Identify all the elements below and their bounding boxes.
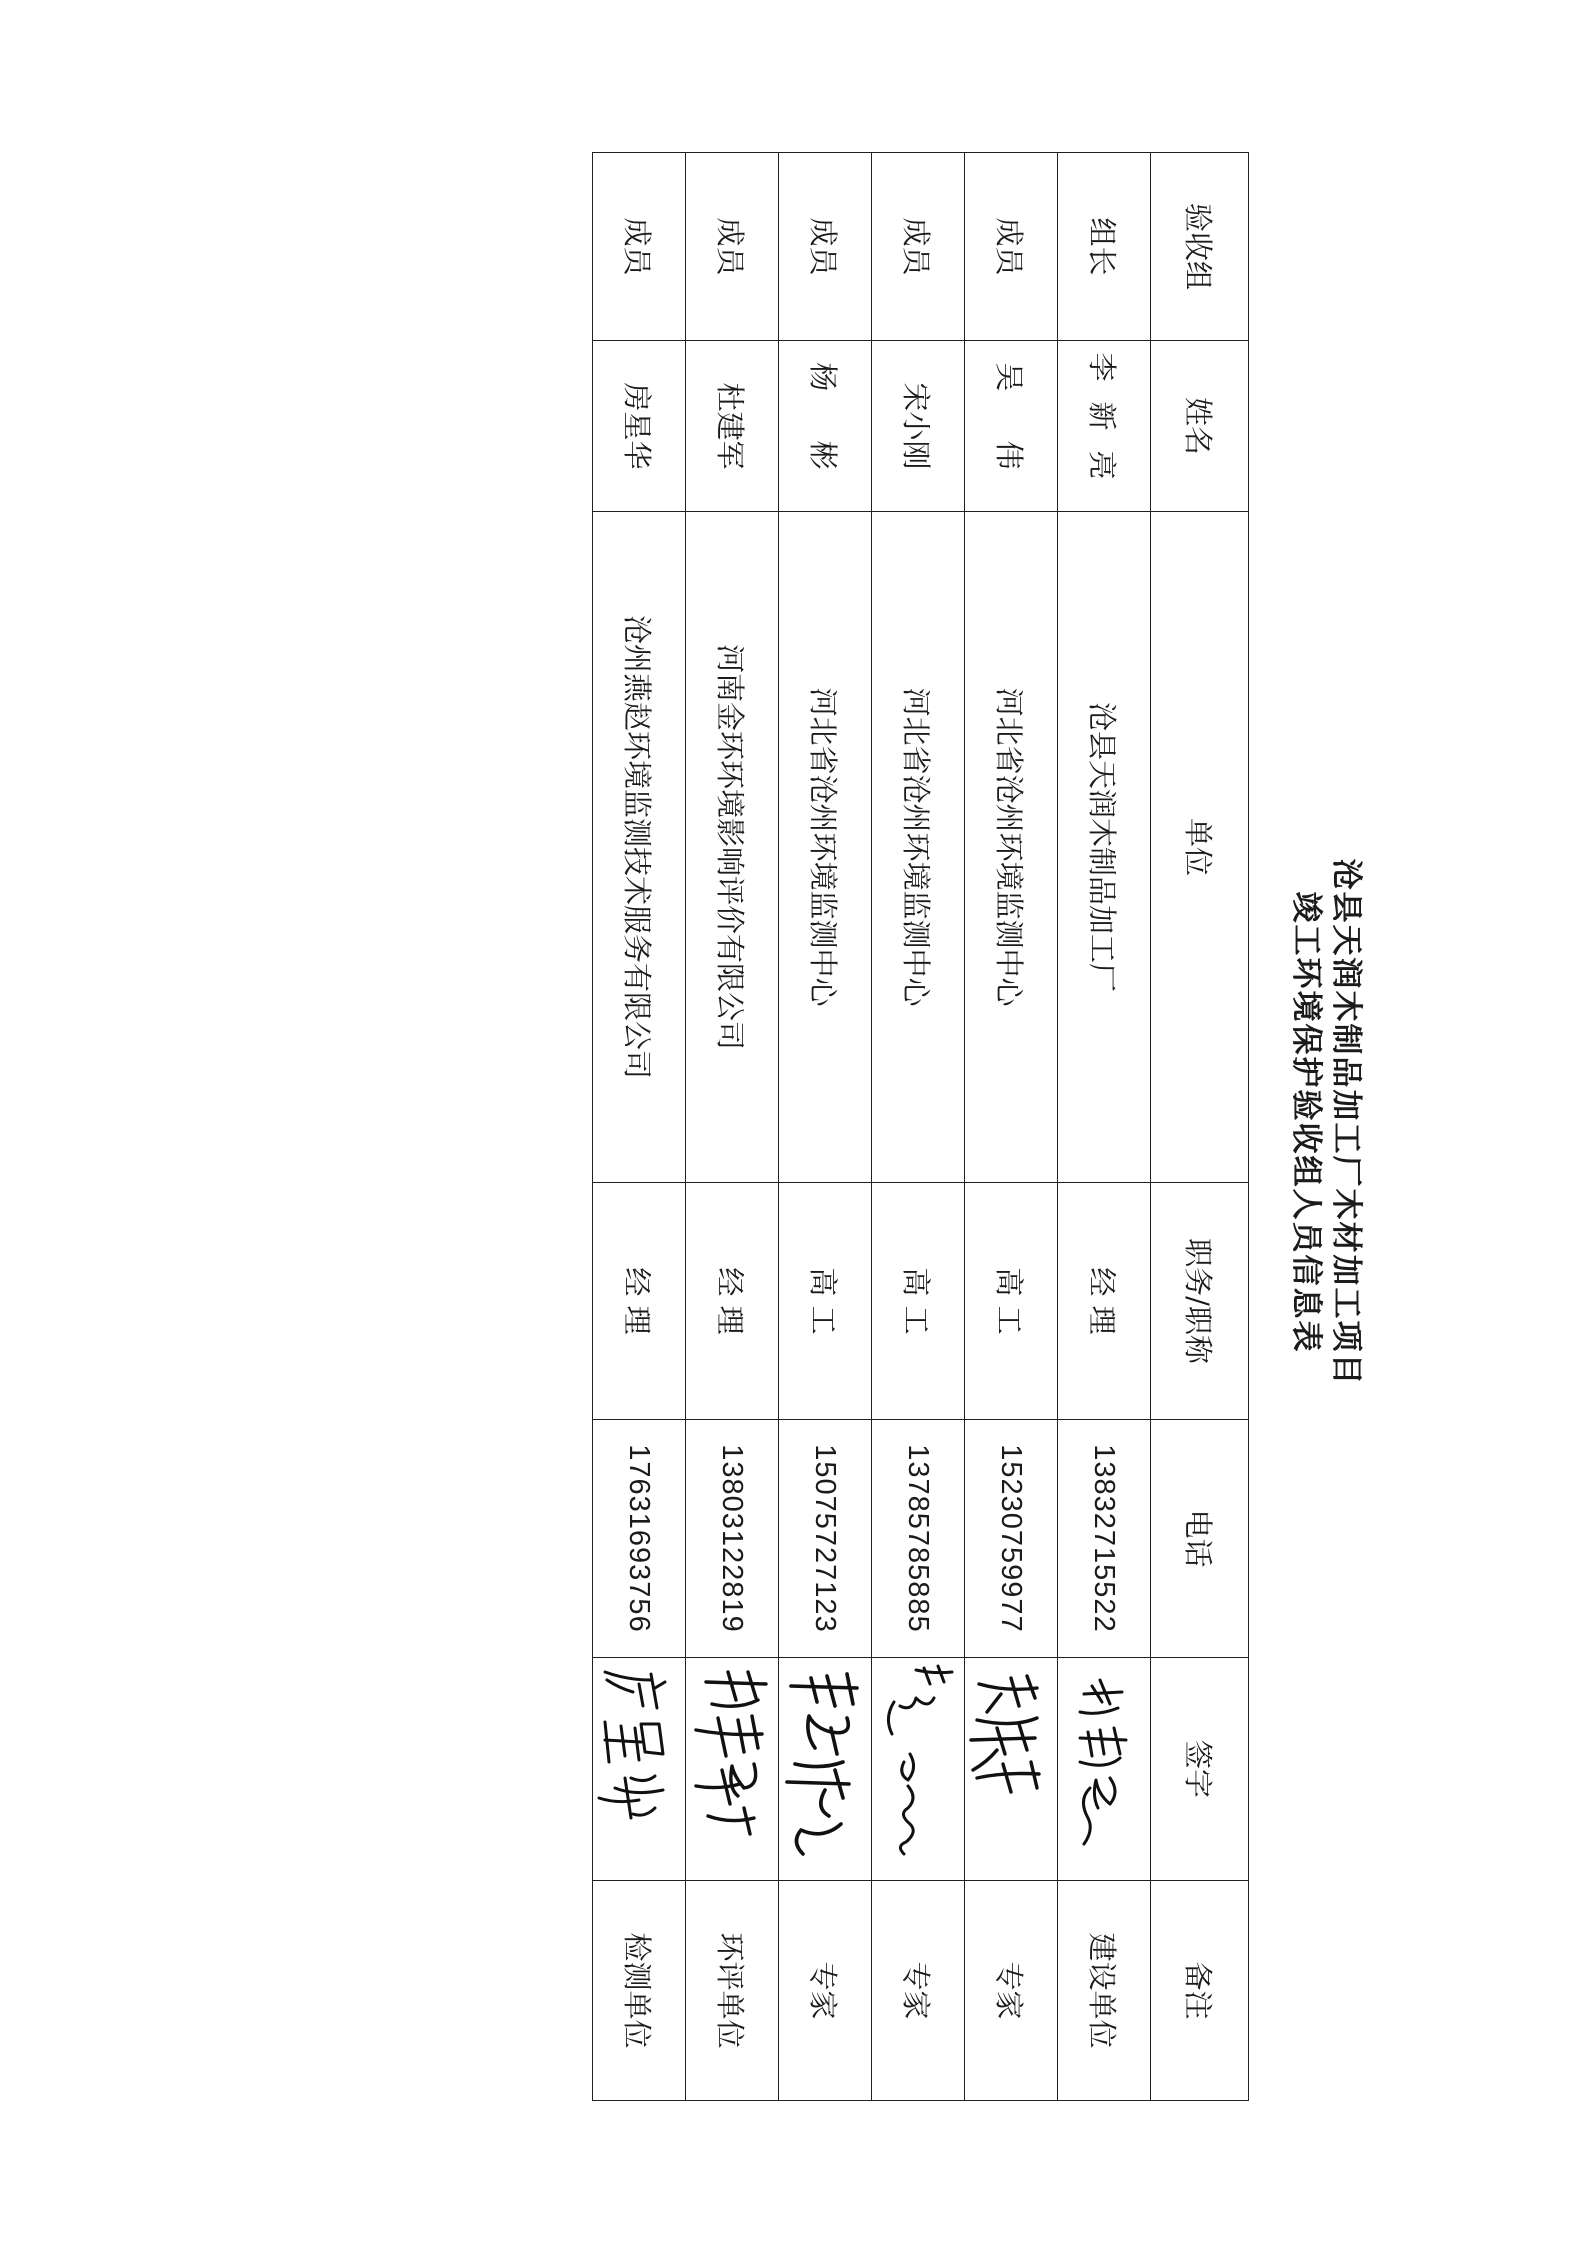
cell-org: 河南金环环境影响评价有限公司 <box>686 512 779 1183</box>
cell-role: 成员 <box>593 153 686 341</box>
cell-title: 高 工 <box>779 1183 872 1420</box>
cell-note: 建设单位 <box>1058 1881 1151 2101</box>
cell-title: 高 工 <box>965 1183 1058 1420</box>
cell-name: 宋小刚 <box>872 341 965 512</box>
cell-title: 高 工 <box>872 1183 965 1420</box>
document-subtitle: 竣工环境保护验收组人员信息表 <box>1288 891 1324 1354</box>
cell-note: 专家 <box>965 1881 1058 2101</box>
cell-title: 经 理 <box>686 1183 779 1420</box>
signature-song-xiaogang <box>872 1658 965 1881</box>
table-header-row <box>1151 153 1249 2101</box>
cell-name: 杜建军 <box>686 341 779 512</box>
signature-yang-bin <box>779 1658 872 1881</box>
cell-org: 沧州燕赵环境监测技术服务有限公司 <box>593 512 686 1183</box>
header-note: 备注 <box>1151 1881 1249 2101</box>
signature-du-jianjun <box>686 1658 779 1881</box>
cell-phone: 17631693756 <box>593 1420 686 1658</box>
table-row <box>779 153 872 2101</box>
cell-phone: 15075727123 <box>779 1420 872 1658</box>
cell-org: 河北省沧州环境监测中心 <box>965 512 1058 1183</box>
cell-phone: 15230759977 <box>965 1420 1058 1658</box>
cell-note: 检测单位 <box>593 1881 686 2101</box>
cell-note: 环评单位 <box>686 1881 779 2101</box>
header-title: 职务/职称 <box>1151 1183 1249 1420</box>
cell-note: 专家 <box>872 1881 965 2101</box>
signature-li-xinliang <box>1058 1658 1151 1881</box>
cell-role: 成员 <box>686 153 779 341</box>
cell-role: 成员 <box>965 153 1058 341</box>
table-row <box>872 153 965 2101</box>
document-title: 沧县天润木制品加工厂木材加工项目 <box>1328 858 1364 1387</box>
cell-role: 成员 <box>872 153 965 341</box>
table-row <box>686 153 779 2101</box>
cell-phone: 13785785885 <box>872 1420 965 1658</box>
cell-role: 成员 <box>779 153 872 341</box>
cell-name: 吴 伟 <box>965 341 1058 512</box>
cell-title: 经 理 <box>1058 1183 1151 1420</box>
cell-role: 组长 <box>1058 153 1151 341</box>
header-org: 单位 <box>1151 512 1249 1183</box>
cell-note: 专家 <box>779 1881 872 2101</box>
members-table <box>592 152 1249 2101</box>
signature-wu-wei <box>965 1658 1058 1881</box>
cell-name: 杨 彬 <box>779 341 872 512</box>
cell-phone: 13832715522 <box>1058 1420 1151 1658</box>
cell-name: 李新亮 <box>1058 341 1151 512</box>
header-signature: 签字 <box>1151 1658 1249 1881</box>
table-row <box>593 153 686 2101</box>
table-row <box>1058 153 1151 2101</box>
cell-phone: 13803122819 <box>686 1420 779 1658</box>
header-name: 姓名 <box>1151 341 1249 512</box>
header-phone: 电话 <box>1151 1420 1249 1658</box>
header-role: 验收组 <box>1151 153 1249 341</box>
cell-org: 沧县天润木制品加工厂 <box>1058 512 1151 1183</box>
cell-org: 河北省沧州环境监测中心 <box>872 512 965 1183</box>
cell-name: 房星华 <box>593 341 686 512</box>
signature-fang-xinghua <box>593 1658 686 1881</box>
table-row <box>965 153 1058 2101</box>
cell-org: 河北省沧州环境监测中心 <box>779 512 872 1183</box>
cell-title: 经 理 <box>593 1183 686 1420</box>
